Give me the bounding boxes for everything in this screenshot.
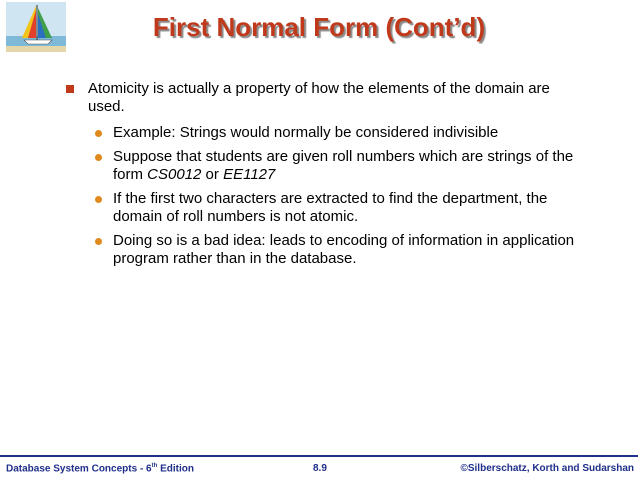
- bullet-text: Atomicity is actually a property of how the elements of the domain are used.: [88, 80, 550, 115]
- book-title-text: Database System Concepts - 6: [6, 463, 152, 475]
- footer-book-title: [6, 463, 194, 474]
- footer-copyright: ©Silberschatz, Korth and Sudarshan: [460, 463, 634, 474]
- sub-bullet-roll-numbers: [94, 148, 586, 184]
- bullet-atomicity: [66, 80, 586, 116]
- dot-bullet-icon: [95, 154, 102, 161]
- code-example-2: EE1127: [223, 166, 276, 183]
- sub-bullet-text: If the first two characters are extracted to find the department, the domain of roll numbers is not atomic.: [113, 190, 548, 225]
- sub-bullet-text: Suppose that students are given roll numbers which are strings of the form: [113, 148, 574, 183]
- slide-footer: [0, 455, 638, 478]
- edition-superscript: th: [151, 463, 158, 469]
- dot-bullet-icon: [95, 238, 102, 245]
- sub-bullet-text: Doing so is a bad idea: leads to encoding of information in application program rather than in the database.: [113, 232, 575, 267]
- dot-bullet-icon: [95, 130, 102, 137]
- square-bullet-icon: [66, 85, 74, 93]
- sub-bullet-bad-idea: [94, 232, 586, 268]
- sub-bullet-extraction: [94, 190, 586, 226]
- edition-text: Edition: [157, 463, 194, 475]
- footer-divider: [0, 455, 638, 457]
- sub-bullet-text: Example: Strings would normally be considered indivisible: [113, 124, 499, 141]
- code-example-1: CS0012: [147, 166, 202, 183]
- dot-bullet-icon: [95, 196, 102, 203]
- slide-body: [66, 80, 586, 274]
- slide-title: First Normal Form (Cont’d): [152, 12, 486, 42]
- sub-bullet-list: [66, 124, 586, 268]
- footer-page-number: 8.9: [313, 463, 327, 474]
- or-text: or: [201, 166, 224, 183]
- sub-bullet-example: [94, 124, 586, 142]
